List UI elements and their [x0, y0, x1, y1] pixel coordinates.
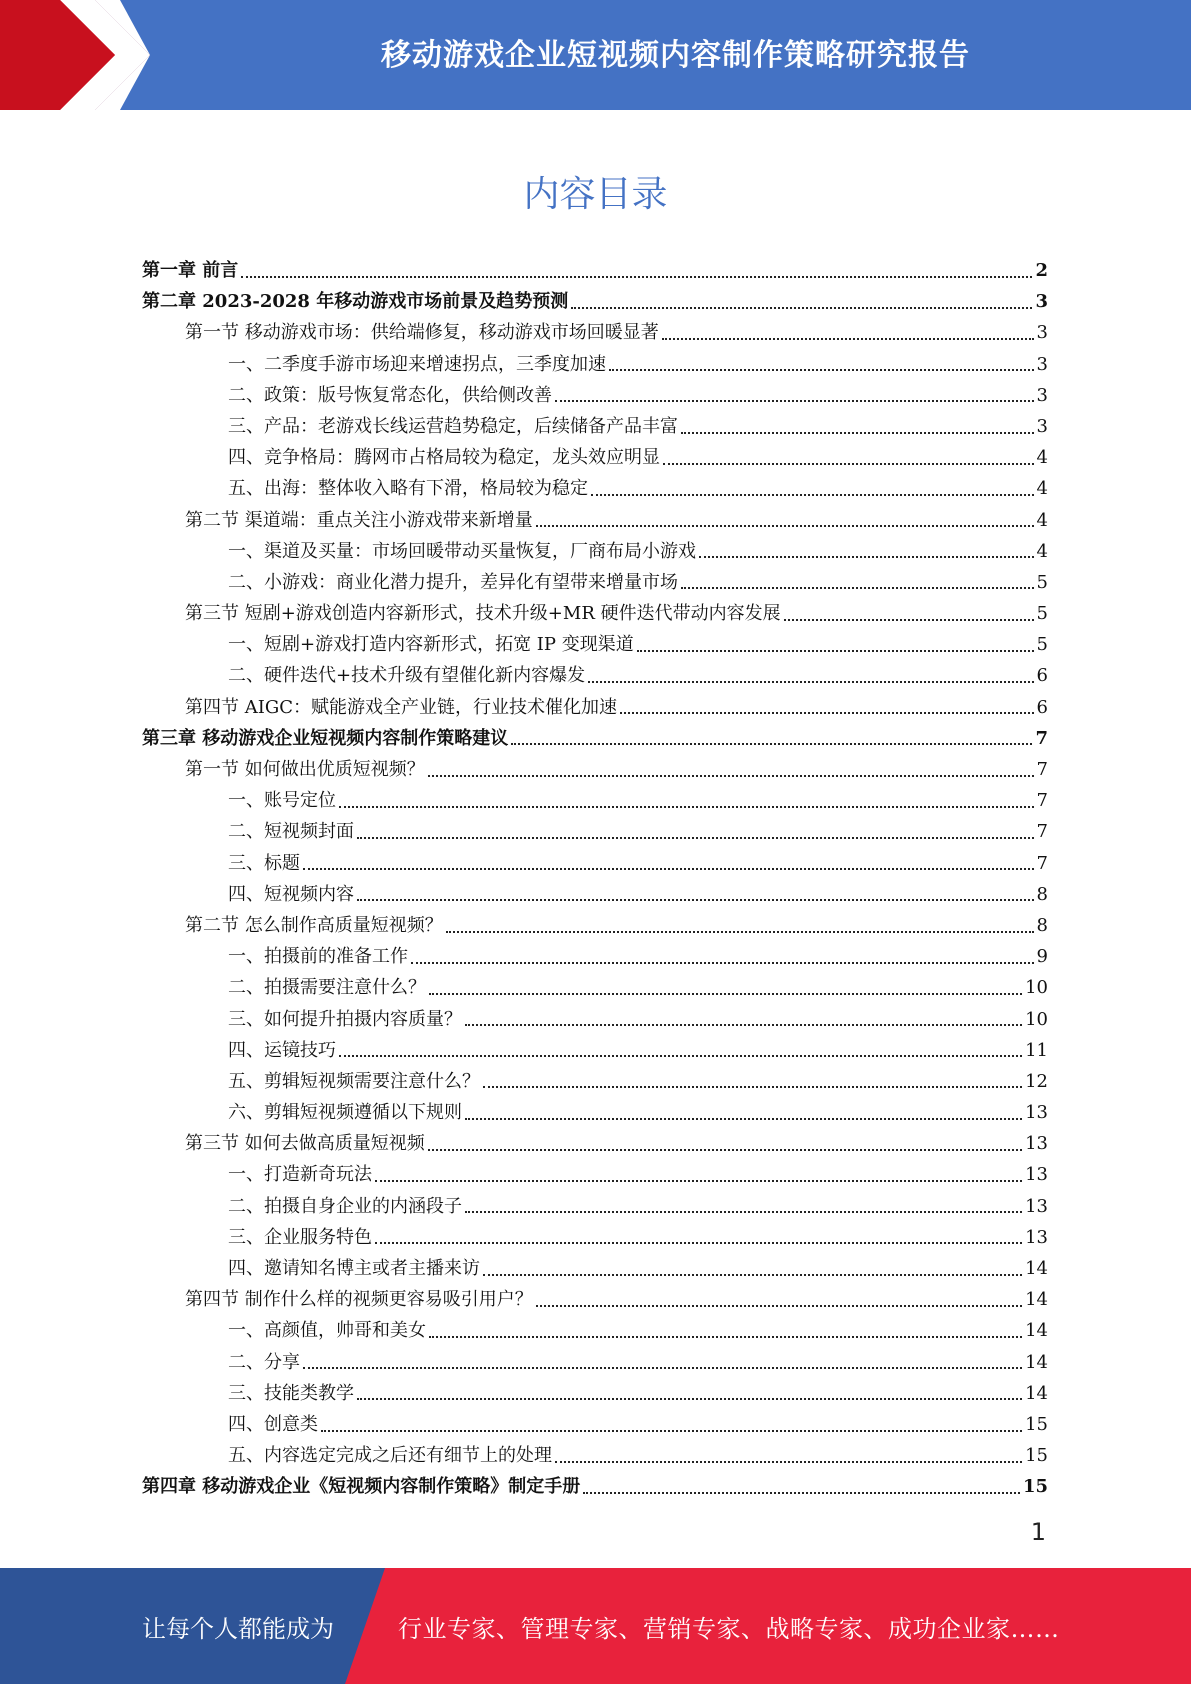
toc-entry-page: 3 [1035, 291, 1048, 313]
toc-entry-label: 一、拍摄前的准备工作 [228, 946, 408, 968]
toc-entry-label: 三、企业服务特色 [228, 1226, 372, 1248]
toc-entry-page: 12 [1025, 1070, 1048, 1092]
toc-dot-leader [583, 1492, 1020, 1494]
toc-entry[interactable] [142, 1128, 1048, 1159]
page-number: 1 [1030, 1518, 1046, 1546]
toc-dot-leader [357, 1398, 1022, 1400]
toc-dot-leader [555, 1461, 1022, 1463]
toc-dot-leader [465, 1211, 1022, 1213]
toc-entry-label: 二、硬件迭代+技术升级有望催化新内容爆发 [228, 665, 586, 687]
toc-entry[interactable] [142, 1191, 1048, 1222]
toc-entry-label: 四、竞争格局：腾网市占格局较为稳定，龙头效应明显 [228, 447, 660, 469]
toc-dot-leader [699, 556, 1034, 558]
toc-entry[interactable] [142, 442, 1048, 473]
toc-entry-label: 二、分享 [228, 1351, 300, 1373]
toc-dot-leader [637, 650, 1034, 652]
toc-entry-page: 11 [1025, 1039, 1048, 1061]
toc-entry-page: 4 [1036, 478, 1048, 500]
toc-dot-leader [375, 1242, 1022, 1244]
toc-dot-leader [357, 899, 1034, 901]
toc-entry-label: 三、技能类教学 [228, 1382, 354, 1404]
toc-dot-leader [681, 587, 1034, 589]
toc-entry-label: 第三节 如何去做高质量短视频 [185, 1133, 425, 1155]
toc-entry-label: 四、创意类 [228, 1413, 318, 1435]
toc-entry[interactable] [142, 723, 1048, 754]
toc-entry-label: 四、短视频内容 [228, 883, 354, 905]
toc-entry-page: 14 [1025, 1289, 1048, 1311]
toc-entry-label: 四、运镜技巧 [228, 1039, 336, 1061]
toc-entry-page: 6 [1036, 696, 1048, 718]
table-of-contents [142, 255, 1048, 1503]
toc-entry[interactable] [142, 1378, 1048, 1409]
toc-entry-page: 4 [1036, 540, 1048, 562]
toc-entry[interactable] [142, 629, 1048, 660]
toc-dot-leader [536, 1305, 1022, 1307]
toc-dot-leader [429, 993, 1022, 995]
toc-entry-page: 14 [1025, 1258, 1048, 1279]
toc-entry[interactable] [142, 1066, 1048, 1097]
toc-entry[interactable] [142, 848, 1048, 879]
toc-entry[interactable] [142, 1004, 1048, 1035]
footer-slogan-left: 让每个人都能成为 [142, 1615, 334, 1643]
toc-entry-page: 3 [1036, 353, 1048, 375]
toc-dot-leader [339, 1055, 1022, 1057]
toc-entry-page: 7 [1036, 852, 1048, 874]
toc-dot-leader [555, 400, 1034, 402]
toc-entry-label: 二、拍摄需要注意什么？ [228, 977, 426, 999]
toc-entry-label: 一、高颜值，帅哥和美女 [228, 1320, 426, 1342]
toc-entry[interactable] [142, 317, 1048, 348]
toc-entry[interactable] [142, 785, 1048, 816]
toc-entry[interactable] [142, 1253, 1048, 1284]
footer-slogan-right: 行业专家、管理专家、营销专家、战略专家、成功企业家…… [398, 1615, 1060, 1643]
toc-entry[interactable] [142, 692, 1048, 723]
toc-entry-label: 一、短剧+游戏打造内容新形式，拓宽 IP 变现渠道 [228, 634, 634, 656]
toc-entry[interactable] [142, 286, 1048, 317]
toc-entry-page: 3 [1036, 322, 1048, 344]
toc-entry-page: 6 [1036, 665, 1048, 687]
toc-entry[interactable] [142, 411, 1048, 442]
toc-dot-leader [588, 681, 1033, 683]
footer-banner [0, 1568, 1191, 1684]
toc-entry[interactable] [142, 1471, 1048, 1502]
toc-entry-page: 3 [1036, 415, 1048, 437]
toc-entry-page: 5 [1036, 603, 1048, 625]
toc-entry-label: 二、政策：版号恢复常态化，供给侧改善 [228, 384, 552, 406]
toc-entry-page: 8 [1036, 883, 1048, 905]
toc-entry-page: 10 [1025, 977, 1048, 999]
toc-dot-leader [536, 525, 1034, 527]
toc-entry-label: 第四节 制作什么样的视频更容易吸引用户？ [185, 1289, 533, 1311]
toc-entry-page: 4 [1036, 447, 1048, 469]
toc-entry-page: 15 [1025, 1445, 1048, 1467]
toc-entry-label: 五、内容选定完成之后还有细节上的处理 [228, 1445, 552, 1467]
toc-entry[interactable] [142, 1097, 1048, 1128]
toc-dot-leader [428, 775, 1034, 777]
toc-entry[interactable] [142, 567, 1048, 598]
toc-entry-page: 7 [1036, 821, 1048, 843]
toc-entry-page: 5 [1036, 571, 1048, 593]
toc-dot-leader [303, 868, 1034, 870]
toc-dot-leader [591, 494, 1034, 496]
toc-entry-label: 第一节 移动游戏市场：供给端修复，移动游戏市场回暖显著 [185, 322, 659, 344]
toc-entry[interactable] [142, 910, 1048, 941]
toc-entry-page: 14 [1025, 1351, 1048, 1373]
toc-entry-page: 13 [1025, 1195, 1048, 1217]
toc-entry-page: 7 [1035, 727, 1048, 749]
toc-entry-label: 一、二季度手游市场迎来增速拐点，三季度加速 [228, 353, 606, 375]
toc-entry-label: 六、剪辑短视频遵循以下规则 [228, 1102, 462, 1124]
toc-entry[interactable] [142, 879, 1048, 910]
toc-dot-leader [609, 369, 1034, 371]
toc-dot-leader [411, 962, 1034, 964]
toc-entry-page: 8 [1036, 914, 1048, 936]
toc-dot-leader [375, 1180, 1022, 1182]
toc-entry-label: 四、邀请知名博主或者主播来访 [228, 1258, 480, 1279]
toc-entry-label: 五、剪辑短视频需要注意什么？ [228, 1070, 480, 1092]
toc-entry[interactable] [142, 349, 1048, 380]
toc-dot-leader [483, 1086, 1022, 1088]
toc-entry[interactable] [142, 1440, 1048, 1471]
toc-dot-leader [571, 307, 1032, 309]
toc-dot-leader [465, 1024, 1022, 1026]
toc-dot-leader [483, 1274, 1022, 1276]
toc-entry[interactable] [142, 1315, 1048, 1346]
toc-dot-leader [303, 1367, 1022, 1369]
toc-entry-label: 一、账号定位 [228, 790, 336, 812]
toc-dot-leader [357, 837, 1034, 839]
toc-entry[interactable] [142, 1284, 1048, 1315]
toc-entry-page: 7 [1036, 759, 1048, 780]
toc-entry-page: 14 [1025, 1320, 1048, 1342]
toc-entry-page: 15 [1025, 1413, 1048, 1435]
toc-entry-label: 二、小游戏：商业化潜力提升，差异化有望带来增量市场 [228, 571, 678, 593]
toc-dot-leader [663, 463, 1034, 465]
toc-entry[interactable] [142, 660, 1048, 691]
toc-entry[interactable] [142, 1347, 1048, 1378]
toc-entry[interactable] [142, 972, 1048, 1003]
toc-entry-page: 4 [1036, 509, 1048, 531]
toc-entry[interactable] [142, 380, 1048, 411]
toc-entry-label: 第一章 前言 [142, 260, 239, 281]
toc-dot-leader [620, 712, 1034, 714]
toc-entry[interactable] [142, 473, 1048, 504]
toc-dot-leader [339, 806, 1034, 808]
toc-entry-label: 第四节 AIGC：赋能游戏全产业链，行业技术催化加速 [185, 696, 617, 718]
toc-entry-page: 13 [1025, 1226, 1048, 1248]
toc-entry-page: 13 [1025, 1133, 1048, 1155]
toc-dot-leader [681, 432, 1034, 434]
toc-entry-page: 9 [1036, 946, 1048, 968]
toc-entry-label: 第二节 怎么制作高质量短视频？ [185, 914, 443, 936]
toc-dot-leader [511, 743, 1032, 745]
toc-entry-page: 10 [1025, 1008, 1048, 1030]
toc-entry-label: 第一节 如何做出优质短视频？ [185, 759, 425, 780]
toc-entry-label: 第二节 渠道端：重点关注小游戏带来新增量 [185, 509, 533, 531]
toc-entry-label: 五、出海：整体收入略有下滑，格局较为稳定 [228, 478, 588, 500]
toc-entry[interactable] [142, 941, 1048, 972]
toc-entry-page: 14 [1025, 1382, 1048, 1404]
toc-dot-leader [428, 1149, 1022, 1151]
toc-entry-page: 15 [1022, 1476, 1048, 1498]
toc-entry-label: 三、如何提升拍摄内容质量？ [228, 1008, 462, 1030]
toc-entry-page: 13 [1025, 1102, 1048, 1124]
toc-entry-page: 3 [1036, 384, 1048, 406]
toc-dot-leader [465, 1118, 1022, 1120]
toc-entry-page: 2 [1035, 260, 1048, 281]
toc-entry-label: 第三节 短剧+游戏创造内容新形式，技术升级+MR 硬件迭代带动内容发展 [185, 603, 781, 625]
report-title: 移动游戏企业短视频内容制作策略研究报告 [381, 38, 970, 73]
toc-entry-page: 5 [1036, 634, 1048, 656]
toc-entry-label: 二、短视频封面 [228, 821, 354, 843]
toc-entry[interactable] [142, 1035, 1048, 1066]
toc-dot-leader [321, 1430, 1022, 1432]
toc-entry-label: 第二章 2023-2028 年移动游戏市场前景及趋势预测 [142, 291, 569, 313]
toc-entry-label: 一、打造新奇玩法 [228, 1164, 372, 1186]
toc-entry[interactable] [142, 255, 1048, 286]
toc-entry[interactable] [142, 1159, 1048, 1190]
toc-dot-leader [429, 1336, 1022, 1338]
toc-entry-label: 一、渠道及买量：市场回暖带动买量恢复，厂商布局小游戏 [228, 540, 696, 562]
toc-dot-leader [662, 338, 1034, 340]
toc-entry-label: 第三章 移动游戏企业短视频内容制作策略建议 [142, 727, 509, 749]
toc-entry-label: 三、标题 [228, 852, 300, 874]
toc-entry-label: 三、产品：老游戏长线运营趋势稳定，后续储备产品丰富 [228, 415, 678, 437]
toc-entry[interactable] [142, 816, 1048, 847]
toc-entry[interactable] [142, 1222, 1048, 1253]
toc-entry[interactable] [142, 754, 1048, 785]
toc-entry[interactable] [142, 536, 1048, 567]
toc-dot-leader [446, 931, 1034, 933]
toc-entry[interactable] [142, 598, 1048, 629]
toc-entry-page: 13 [1025, 1164, 1048, 1186]
toc-entry[interactable] [142, 1409, 1048, 1440]
toc-entry-label: 二、拍摄自身企业的内涵段子 [228, 1195, 462, 1217]
toc-dot-leader [784, 619, 1034, 621]
toc-entry[interactable] [142, 505, 1048, 536]
header-banner [0, 0, 1191, 110]
toc-entry-page: 7 [1036, 790, 1048, 812]
toc-entry-label: 第四章 移动游戏企业《短视频内容制作策略》制定手册 [142, 1476, 581, 1498]
toc-dot-leader [241, 276, 1032, 278]
toc-title: 内容目录 [523, 174, 668, 215]
